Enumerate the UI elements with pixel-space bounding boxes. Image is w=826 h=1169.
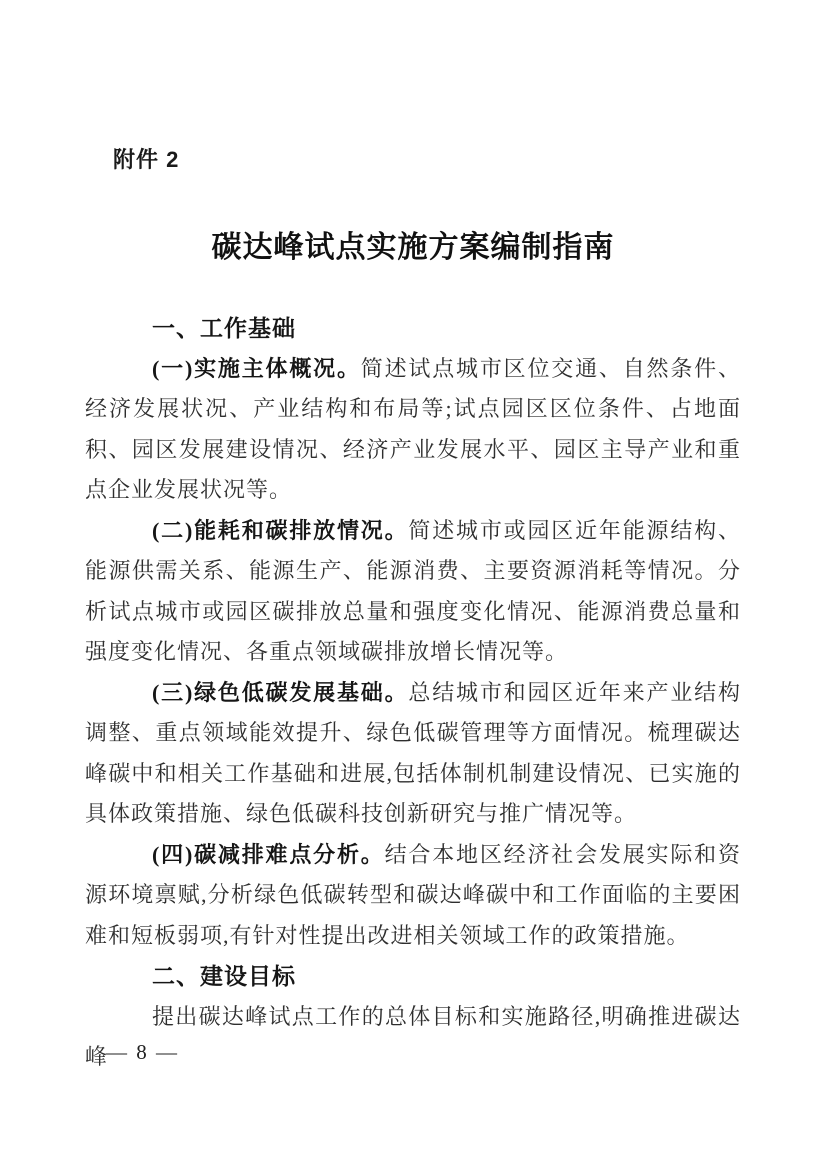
paragraph-text: 简述城市或园区近年能源结构、能源供需关系、能源生产、能源消费、主要资源消耗等情况。分析试点城市或园区碳排放总量和强度变化情况、能源消费总量和强度变化情况、各重点领域碳排放增长情况等。 [85,517,741,664]
paragraph-overall-goals [85,997,741,1078]
paragraph-text: 简述试点城市区位交通、自然条件、经济发展状况、产业结构和布局等;试点园区区位条件、占地面积、园区发展建设情况、经济产业发展水平、园区主导产业和重点企业发展状况等。 [85,355,741,502]
attachment-label: 附件 2 [113,147,180,172]
document-title: 碳达峰试点实施方案编制指南 [211,231,615,264]
document-body [85,308,741,1078]
paragraph-lead: (一)实施主体概况。 [152,355,361,381]
paragraph-implementation-overview [85,349,741,511]
paragraph-lead: (三)绿色低碳发展基础。 [152,679,409,705]
paragraph-text: 总结城市和园区近年来产业结构调整、重点领域能效提升、绿色低碳管理等方面情况。梳理碳达峰碳中和相关工作基础和进展,包括体制机制建设情况、已实施的具体政策措施、绿色低碳科技创新研究与推广情况等。 [85,679,741,826]
page-number: — 8 — [106,1040,179,1064]
paragraph-energy-carbon-emission [85,511,741,673]
paragraph-lead: (四)碳减排难点分析。 [152,841,385,867]
section-heading-work-basis: 一、工作基础 [152,315,296,341]
section-heading-construction-goals: 二、建设目标 [152,963,296,989]
paragraph-text: 提出碳达峰试点工作的总体目标和实施路径,明确推进碳达峰 [85,1003,741,1069]
paragraph-emission-reduction-difficulty [85,835,741,957]
paragraph-text: 结合本地区经济社会发展实际和资源环境禀赋,分析绿色低碳转型和碳达峰碳中和工作面临的主要困难和短板弱项,有针对性提出改进相关领域工作的政策措施。 [85,841,741,948]
paragraph-lead: (二)能耗和碳排放情况。 [152,517,409,543]
paragraph-green-lowcarbon-basis [85,673,741,835]
